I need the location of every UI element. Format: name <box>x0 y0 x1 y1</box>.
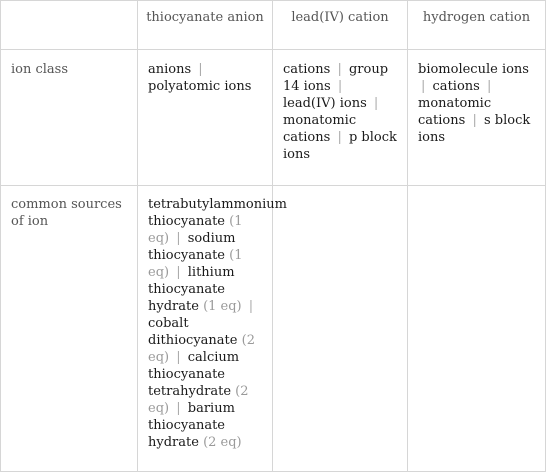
common-sources-hydrogen-cell <box>408 186 546 472</box>
column-header-lead-iv-cation: lead(IV) cation <box>273 1 408 50</box>
list-item: anions <box>148 62 192 77</box>
corner-cell <box>1 1 138 50</box>
item-separator: | <box>176 350 181 365</box>
column-header-thiocyanate-anion: thiocyanate anion <box>138 1 273 50</box>
item-separator: | <box>421 79 426 94</box>
item-separator: | <box>176 401 181 416</box>
list-item: sodium thiocyanate <box>148 231 236 263</box>
item-separator: | <box>198 62 203 77</box>
list-item: polyatomic ions <box>148 79 252 94</box>
equivalents-note: (2 eq) <box>203 435 242 450</box>
table-row <box>1 50 546 186</box>
equivalents-note: (2 eq) <box>148 384 249 416</box>
item-separator: | <box>337 62 342 77</box>
list-item: biomolecule ions <box>418 62 529 77</box>
list-item: lead(IV) ions <box>283 96 367 111</box>
common-sources-lead-iv-cell <box>273 186 408 472</box>
item-separator: | <box>176 265 181 280</box>
common-sources-thiocyanate-cell <box>138 186 287 472</box>
equivalents-note: (2 eq) <box>148 333 255 365</box>
equivalents-note: (1 eq) <box>148 214 243 246</box>
table-row <box>1 186 546 472</box>
ion-class-hydrogen-cell <box>408 50 546 186</box>
list-item: barium thiocyanate hydrate <box>148 401 235 450</box>
list-item: p block ions <box>283 130 397 162</box>
item-separator: | <box>337 130 342 145</box>
item-separator: | <box>248 299 254 314</box>
list-item: s block ions <box>418 113 531 145</box>
row-header-ion-class: ion class <box>1 50 138 186</box>
column-header-hydrogen-cation: hydrogen cation <box>408 1 546 50</box>
list-item: group 14 ions <box>283 62 389 94</box>
item-separator: | <box>337 79 343 94</box>
list-item: cations <box>283 62 331 77</box>
row-header-common-sources: common sources of ion <box>1 186 138 472</box>
list-item: cations <box>432 79 480 94</box>
item-separator: | <box>176 231 181 246</box>
item-separator: | <box>373 96 379 111</box>
list-item: monatomic cations <box>418 96 492 128</box>
equivalents-note: (1 eq) <box>148 248 243 280</box>
item-separator: | <box>486 79 492 94</box>
ion-class-lead-iv-cell <box>273 50 408 186</box>
list-item: calcium thiocyanate tetrahydrate <box>148 350 240 399</box>
list-item: cobalt dithiocyanate <box>148 316 238 348</box>
header-row <box>1 1 546 50</box>
equivalents-note: (1 eq) <box>203 299 242 314</box>
list-item: lithium thiocyanate hydrate <box>148 265 235 314</box>
list-item: tetrabutylammonium thiocyanate <box>148 197 287 229</box>
item-separator: | <box>472 113 477 128</box>
list-item: monatomic cations <box>283 113 357 145</box>
ion-class-thiocyanate-cell <box>138 50 273 186</box>
